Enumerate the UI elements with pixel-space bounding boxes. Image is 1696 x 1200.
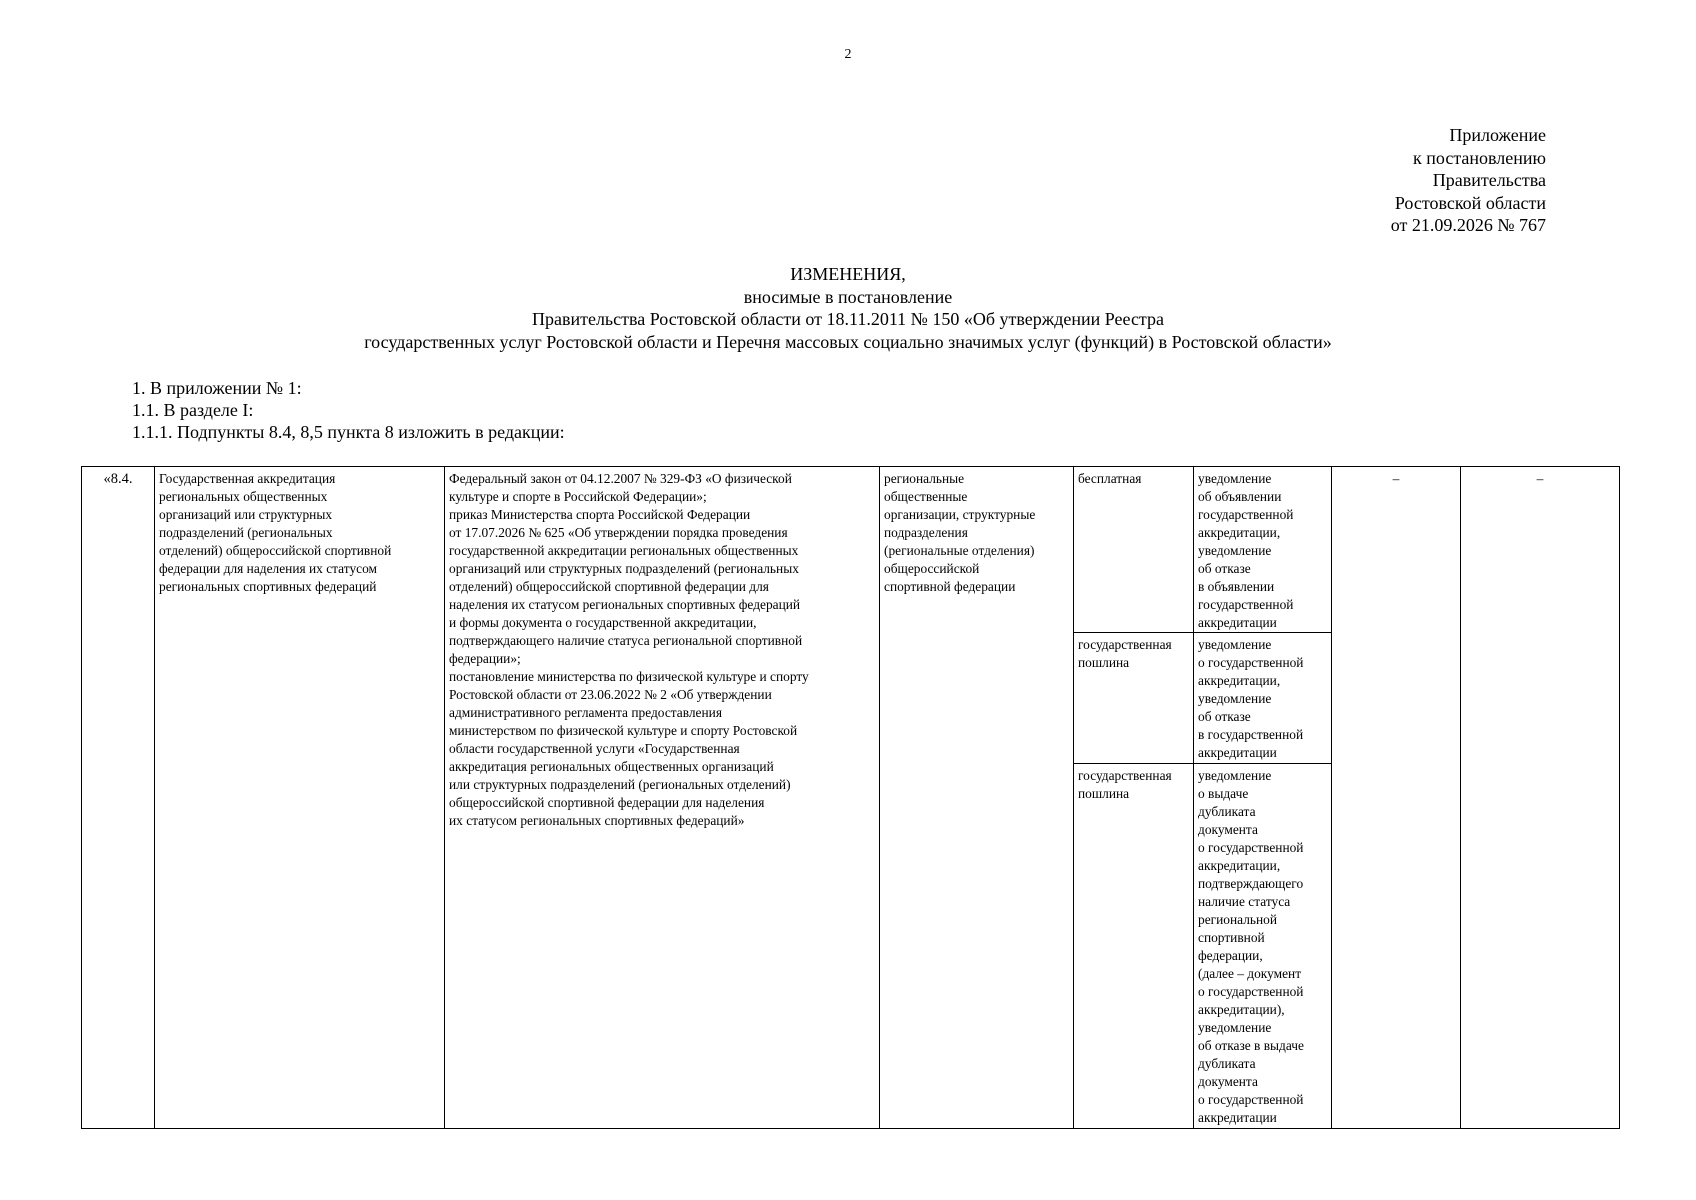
result-cell: уведомление о выдаче дубликата документа о государственной аккредитации, подтверждающего наличие статуса региональной спортивной федерации, (далее – документ о государственной аккредитации), уведомление об отказе в выдаче дубликата документа о государственной аккредитации xyxy=(1194,764,1332,1129)
appendix-header xyxy=(1391,124,1546,237)
dash-cell: – xyxy=(1461,467,1620,1129)
appendix-line: к постановлению xyxy=(1413,147,1546,168)
point-line: 1. В приложении № 1: xyxy=(132,378,302,398)
table-row xyxy=(82,467,1620,633)
appendix-line: Ростовской области xyxy=(1394,192,1546,213)
service-name-cell: Государственная аккредитация региональных общественных организаций или структурных подразделений (региональных отделений) общероссийской спортивной федерации для наделения их статусом региональных спортивных федераций xyxy=(155,467,445,1129)
page-number: 2 xyxy=(844,47,852,62)
title-line: Правительства Ростовской области от 18.11.2011 № 150 «Об утверждении Реестра xyxy=(531,309,1165,329)
payment-cell: государственная пошлина xyxy=(1074,633,1194,764)
title-line: ИЗМЕНЕНИЯ, xyxy=(790,264,906,284)
payment-cell: бесплатная xyxy=(1074,467,1194,633)
appendix-line: Правительства xyxy=(1432,170,1546,190)
result-cell: уведомление об объявлении государственной аккредитации, уведомление об отказе в объявлении государственной аккредитации xyxy=(1194,467,1332,633)
point-line: 1.1.1. Подпункты 8.4, 8,5 пункта 8 изложить в редакции: xyxy=(132,422,565,442)
dash-cell: – xyxy=(1332,467,1461,1129)
registry-table xyxy=(81,466,1620,1129)
point-line: 1.1. В разделе I: xyxy=(132,400,254,420)
document-title xyxy=(0,263,1696,353)
payment-cell: государственная пошлина xyxy=(1074,764,1194,1129)
appendix-line: Приложение xyxy=(1449,125,1546,145)
recipients-cell: региональные общественные организации, структурные подразделения (региональные отделения) общероссийской спортивной федерации xyxy=(880,467,1074,1129)
appendix-line: от 21.09.2026 № 767 xyxy=(1390,215,1546,235)
amendment-points xyxy=(132,377,565,443)
title-line: государственных услуг Ростовской области и Перечня массовых социально значимых услуг (функций) в Ростовской области» xyxy=(364,331,1332,352)
result-cell: уведомление о государственной аккредитации, уведомление об отказе в государственной аккредитации xyxy=(1194,633,1332,764)
title-line: вносимые в постановление xyxy=(743,286,953,307)
row-number-cell: «8.4. xyxy=(82,467,155,1129)
legal-basis-cell: Федеральный закон от 04.12.2007 № 329-ФЗ «О физической культуре и спорте в Российской Федерации»; приказ Министерства спорта Российской Федерации от 17.07.2026 № 625 «Об утверждении порядка проведения государственной аккредитации региональных общественных организаций или структурных подразделений (региональных отделений) общероссийской спортивной федерации для наделения их статусом региональных спортивных федераций и формы документа о государственной аккредитации, подтверждающего наличие статуса региональной спортивной федерации»; постановление министерства по физической культуре и спорту Ростовской области от 23.06.2022 № 2 «Об утверждении административного регламента предоставления министерством по физической культуре и спорту Ростовской области государственной услуги «Государственная аккредитация региональных общественных организаций или структурных подразделений (региональных отделений) общероссийской спортивной федерации для наделения их статусом региональных спортивных федераций» xyxy=(445,467,880,1129)
